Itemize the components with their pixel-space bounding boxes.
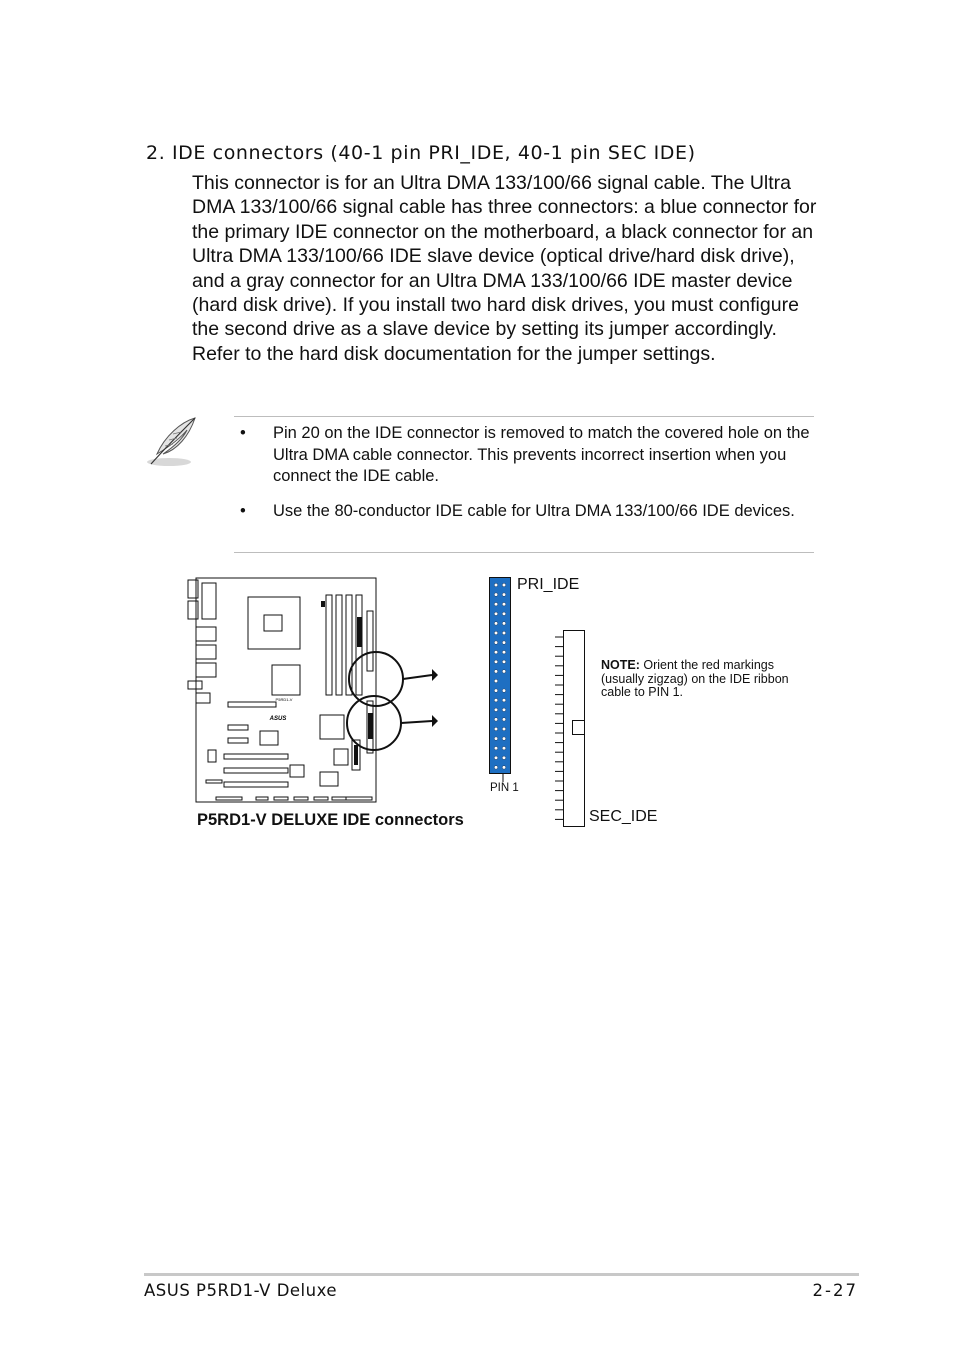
ide-pin (494, 602, 498, 606)
ide-pin (494, 593, 498, 597)
ide-pin (502, 660, 506, 664)
sec-ide-key-notch (573, 721, 585, 735)
ide-pin (502, 622, 506, 626)
ide-pin (502, 737, 506, 741)
ide-pin (502, 756, 506, 760)
footer-manual-title: ASUS P5RD1-V Deluxe (144, 1281, 337, 1300)
ide-pin (494, 660, 498, 664)
ide-pin (494, 718, 498, 722)
ide-pin (502, 602, 506, 606)
board-model-label: P5RD1-V (275, 697, 293, 702)
ide-pin (494, 670, 498, 674)
ide-pin (502, 746, 506, 750)
ide-pin (494, 641, 498, 645)
note-item (240, 423, 810, 488)
ide-pin (502, 583, 506, 587)
ide-pin (494, 708, 498, 712)
ide-pin (502, 718, 506, 722)
figure-caption: P5RD1-V DELUXE IDE connectors (197, 811, 464, 829)
section-heading: 2. IDE connectors (40-1 pin PRI_IDE, 40-1 pin SEC IDE) (146, 142, 696, 164)
board-logo: ASUS (269, 716, 287, 722)
ide-pin (494, 756, 498, 760)
ide-pin (494, 698, 498, 702)
ide-pin (502, 641, 506, 645)
section-body: This connector is for an Ultra DMA 133/100/66 signal cable. The Ultra DMA 133/100/66 signal cable has three connectors: a blue connector for the primary IDE connector on the motherboard, a black connector for an Ultra DMA 133/100/66 IDE slave device (optical drive/hard disk drive), and a gray connector for an Ultra DMA 133/100/66 IDE master device (hard disk drive). If you install two hard disk drives, you must configure the second drive as a slave device by setting its jumper accordingly. Refer to the hard disk documentation for the jumper settings. (192, 172, 817, 365)
figure-note-bold: NOTE: (601, 658, 640, 672)
ide-pin (494, 583, 498, 587)
pri-ide-connector (489, 577, 513, 782)
ide-pin (494, 766, 498, 770)
footer-rule (144, 1273, 859, 1276)
note-top-rule (234, 416, 814, 417)
ide-pin (502, 650, 506, 654)
pri-ide-label: PRI_IDE (517, 576, 580, 593)
figure-note (601, 659, 801, 700)
ide-pin (502, 698, 506, 702)
note-item (240, 501, 810, 523)
ide-pin (494, 727, 498, 731)
ide-pin (502, 631, 506, 635)
ide-pin (502, 766, 506, 770)
ide-pin (494, 631, 498, 635)
bullet: • (240, 501, 246, 520)
ide-pin (502, 689, 506, 693)
ide-pin (502, 593, 506, 597)
ide-pin (494, 612, 498, 616)
bullet: • (240, 424, 246, 442)
pri-ide-housing (490, 578, 511, 774)
ide-pin (502, 612, 506, 616)
sec-ide-connector (551, 630, 587, 828)
feather-pen-icon (143, 414, 199, 470)
ide-pin (494, 650, 498, 654)
note-list (240, 423, 810, 535)
footer-page-number: 2-27 (812, 1281, 858, 1300)
figure-note-text: Orient the red markings (usually zigzag) on the IDE ribbon cable to PIN 1. (601, 658, 789, 699)
ide-pin (502, 670, 506, 674)
pin1-label: PIN 1 (490, 782, 519, 794)
ide-pin (494, 737, 498, 741)
ide-pin (502, 708, 506, 712)
ide-pin (494, 622, 498, 626)
note-bottom-rule (234, 552, 814, 553)
motherboard-diagram (186, 575, 438, 807)
note-item-text: Use the 80-conductor IDE cable for Ultra DMA 133/100/66 IDE devices. (273, 501, 795, 520)
note-item-text: Pin 20 on the IDE connector is removed to match the covered hole on the Ultra DMA cable connector. This prevents incorrect insertion when you connect the IDE cable. (273, 424, 810, 485)
ide-pin (494, 689, 498, 693)
ide-pin (494, 679, 498, 683)
sec-ide-label: SEC_IDE (589, 808, 658, 825)
ide-pin (494, 746, 498, 750)
ide-pin (502, 727, 506, 731)
